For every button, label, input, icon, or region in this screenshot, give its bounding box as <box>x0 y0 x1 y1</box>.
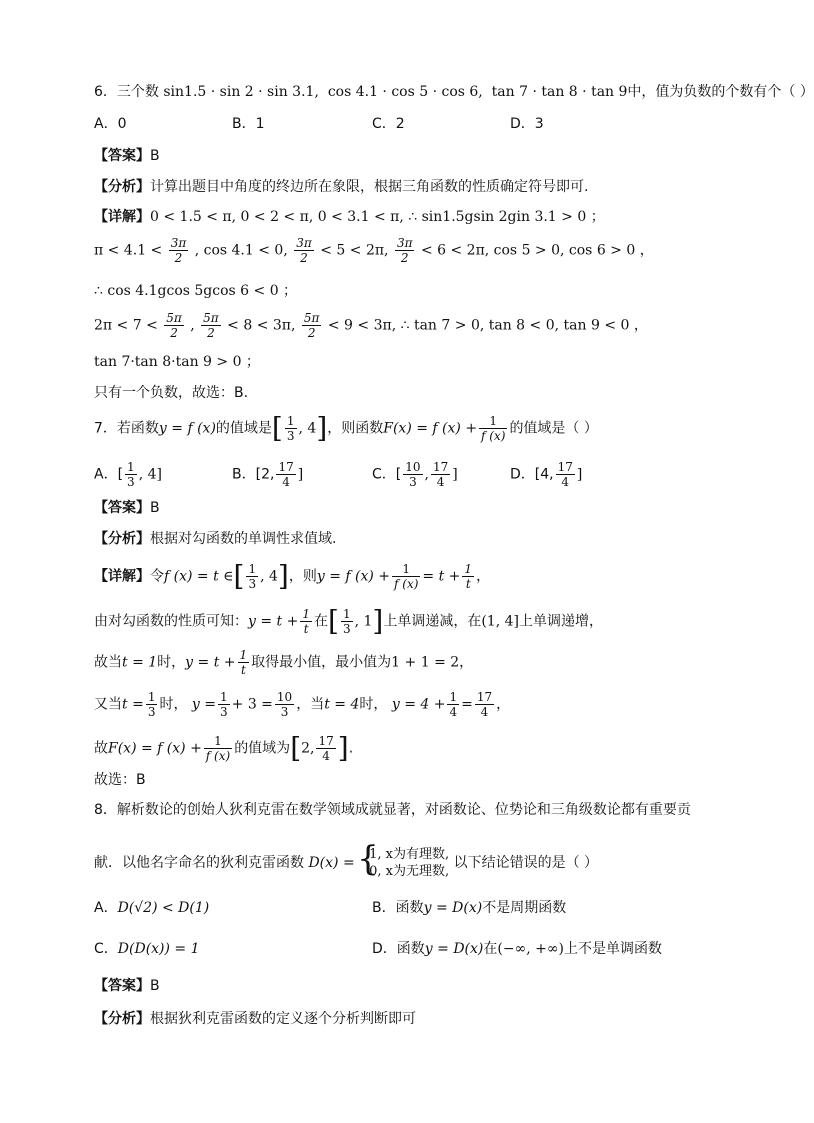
q7-detail-line-2: 由对勾函数的性质可知：y = t + $\frac{1}{t}$ 在[ $\frac{1}{3}$ , 1]上单调递减，在(1, 4]上单调递增， <box>94 604 603 638</box>
q7-option-a: A．[ $\frac{1}{3}$ , 4] <box>94 460 162 489</box>
q8-option-b: B．函数y = D(x)不是周期函数 <box>372 900 567 916</box>
q7-option-b: B．[2, $\frac{17}{4}$ ] <box>232 460 304 489</box>
q6-detail-line-2: π < 4.1 < $\frac{3\pi}{2}$ , cos 4.1 < 0, $\frac{3\pi}{2}$ < 5 < 2π, $\frac{3\pi}{2}$ < 6 < 2π, cos 5 > 0, cos 6 > 0 ， <box>94 236 654 265</box>
q7-stem: 7．若函数y = f (x)的值域是[ $\frac{1}{3}$ , 4]，则函数F(x) = f (x) + $\frac{1}{f (x)}$ 的值域是（ ） <box>94 411 598 445</box>
q8-stem-line-2: 献．以他名字命名的狄利克雷函数 D(x) = { 1, x为有理数, 0, x为无理数, 以下结论错误的是（ ） <box>94 846 598 880</box>
q7-answer: 【答案】B <box>94 500 160 516</box>
q7-option-c: C．[ $\frac{10}{3}$ , $\frac{17}{4}$ ] <box>372 460 458 489</box>
q8-option-c: C．D(D(x)) = 1 <box>94 941 200 957</box>
q7-detail-line-3: 故当t = 1时，y = t + $\frac{1}{t}$ 取得最小值，最小值为1 + 1 = 2， <box>94 648 474 677</box>
q6-detail-line-5: tan 7·tan 8·tan 9 > 0 ； <box>94 354 260 370</box>
q7-detail-line-5: 故F(x) = f (x) + $\frac{1}{f (x)}$ 的值域为[2, $\frac{17}{4}$ ]. <box>94 731 354 765</box>
q8-analysis: 【分析】根据狄利克雷函数的定义逐个分析判断即可 <box>94 1011 416 1027</box>
q8-answer: 【答案】B <box>94 978 160 994</box>
q7-analysis: 【分析】根据对勾函数的单调性求值域. <box>94 531 337 547</box>
q6-option-c: C．2 <box>372 116 405 132</box>
q6-detail-line-4: 2π < 7 < $\frac{5\pi}{2}$ , $\frac{5\pi}{2}$ < 8 < 3π, $\frac{5\pi}{2}$ < 9 < 3π, ∴ tan 7 > 0, tan 8 < 0, tan 9 < 0 ， <box>94 311 648 340</box>
q7-detail-line-1: 【详解】令f (x) = t ∈[ $\frac{1}{3}$ , 4]，则y = f (x) + $\frac{1}{f (x)}$ = t + $\frac{1}{t}$ ， <box>94 559 491 593</box>
q6-conclusion: 只有一个负数，故选：B. <box>94 385 249 401</box>
q7-option-d: D．[4, $\frac{17}{4}$ ] <box>510 460 583 489</box>
q6-option-b: B．1 <box>232 116 265 132</box>
q6-detail-line-1: 【详解】0 < 1.5 < π, 0 < 2 < π, 0 < 3.1 < π, ∴ sin1.5gsin 2gin 3.1 > 0 ； <box>94 209 605 225</box>
q8-option-a: A．D(√2) < D(1) <box>94 900 210 916</box>
q6-stem: 6．三个数 sin1.5 · sin 2 · sin 3.1, cos 4.1 · cos 5 · cos 6, tan 7 · tan 8 · tan 9中，值为负数的个数有个（ ） <box>94 84 814 100</box>
q6-answer: 【答案】B <box>94 148 160 164</box>
q8-stem-line-1: 8．解析数论的创始人狄利克雷在数学领域成就显著，对函数论、位势论和三角级数论都有重要贡 <box>94 802 691 818</box>
dirichlet-cases: { 1, x为有理数, 0, x为无理数, <box>359 846 449 880</box>
q6-option-d: D．3 <box>510 116 544 132</box>
q6-detail-line-3: ∴ cos 4.1gcos 5gcos 6 < 0 ； <box>94 283 298 299</box>
q6-option-a: A．0 <box>94 116 127 132</box>
q8-option-d: D．函数y = D(x)在(−∞, +∞)上不是单调函数 <box>372 941 662 957</box>
q7-detail-line-4: 又当t = $\frac{1}{3}$ 时， y = $\frac{1}{3}$ + 3 = $\frac{10}{3}$ ，当t = 4时， y = 4 + $\frac{1}{4}$ = $\frac{17}{4}$ ， <box>94 690 511 719</box>
q6-analysis: 【分析】计算出题目中角度的终边所在象限，根据三角函数的性质确定符号即可. <box>94 179 589 195</box>
q7-conclusion: 故选：B <box>94 772 146 788</box>
